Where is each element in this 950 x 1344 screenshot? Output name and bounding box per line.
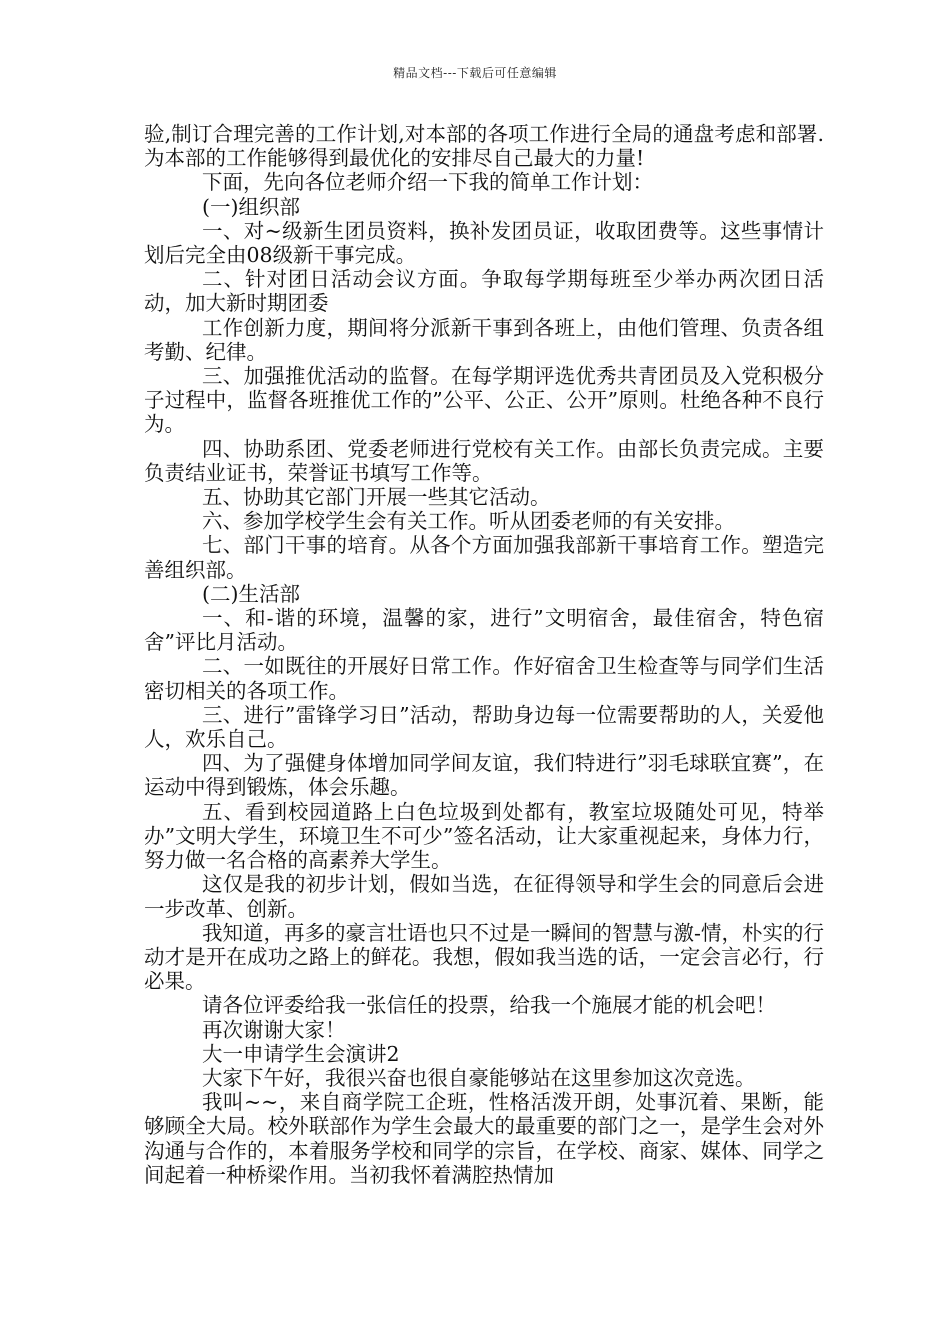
paragraph: 一、和-谐的环境，温馨的家，进行”文明宿舍，最佳宿舍，特色宿舍”评比月活动。 <box>144 606 824 655</box>
paragraph: 再次谢谢大家！ <box>202 1017 346 1042</box>
page-header: 精品文档---下载后可任意编辑 <box>393 66 557 80</box>
paragraph: 二、针对团日活动会议方面。争取每学期每班至少举办两次团日活动，加大新时期团委 <box>144 267 824 316</box>
paragraph: 五、协助其它部门开展一些其它活动。 <box>202 485 551 510</box>
paragraph: 下面，先向各位老师介绍一下我的简单工作计划： <box>202 170 653 195</box>
document-body <box>144 122 824 1187</box>
paragraph: 这仅是我的初步计划，假如当选，在征得领导和学生会的同意后会进一步改革、创新。 <box>144 872 824 921</box>
section-heading: (二)生活部 <box>202 581 300 606</box>
paragraph: 四、为了强健身体增加同学间友谊，我们特进行”羽毛球联宜赛”，在运动中得到锻炼，体会乐趣。 <box>144 751 824 800</box>
paragraph: 四、协助系团、党委老师进行党校有关工作。由部长负责完成。主要负责结业证书，荣誉证书填写工作等。 <box>144 436 824 485</box>
paragraph: 我叫~~，来自商学院工企班，性格活泼开朗，处事沉着、果断，能够顾全大局。校外联部作为学生会最大的最重要的部门之一，是学生会对外沟通与合作的，本着服务学校和同学的宗旨，在学校、商家、媒体、同学之间起着一种桥梁作用。当初我怀着满腔热情加 <box>144 1090 824 1187</box>
paragraph: 三、进行”雷锋学习日”活动，帮助身边每一位需要帮助的人，关爱他人，欢乐自己。 <box>144 702 824 752</box>
paragraph: 一、对~级新生团员资料，换补发团员证，收取团费等。这些事情计划后完全由08级新干事完成。 <box>144 218 824 268</box>
paragraph: 我知道，再多的豪言壮语也只不过是一瞬间的智慧与激-情，朴实的行动才是开在成功之路上的鲜花。我想，假如我当选的话，一定会言必行，行必果。 <box>144 920 824 994</box>
paragraph: 七、部门干事的培育。从各个方面加强我部新干事培育工作。塑造完善组织部。 <box>144 533 824 582</box>
paragraph: 六、参加学校学生会有关工作。听从团委老师的有关安排。 <box>202 509 735 534</box>
section-heading: (一)组织部 <box>202 194 300 219</box>
article-title: 大一申请学生会演讲2 <box>202 1041 400 1066</box>
paragraph: 验,制订合理完善的工作计划,对本部的各项工作进行全局的通盘考虑和部署.为本部的工作能够得到最优化的安排尽自己最大的力量! <box>144 122 824 171</box>
paragraph: 大家下午好，我很兴奋也很自豪能够站在这里参加这次竞选。 <box>202 1065 756 1090</box>
paragraph: 工作创新力度，期间将分派新干事到各班上，由他们管理、负责各组考勤、纪律。 <box>144 315 824 364</box>
paragraph: 三、加强推优活动的监督。在每学期评选优秀共青团员及入党积极分子过程中，监督各班推优工作的”公平、公正、公开”原则。杜绝各种不良行为。 <box>144 364 824 437</box>
paragraph: 五、看到校园道路上白色垃圾到处都有，教室垃圾随处可见，特举办”文明大学生，环境卫生不可少”签名活动，让大家重视起来，身体力行，努力做一名合格的高素养大学生。 <box>144 799 824 873</box>
paragraph: 二、一如既往的开展好日常工作。作好宿舍卫生检查等与同学们生活密切相关的各项工作。 <box>144 654 824 703</box>
paragraph: 请各位评委给我一张信任的投票，给我一个施展才能的机会吧！ <box>202 993 776 1018</box>
